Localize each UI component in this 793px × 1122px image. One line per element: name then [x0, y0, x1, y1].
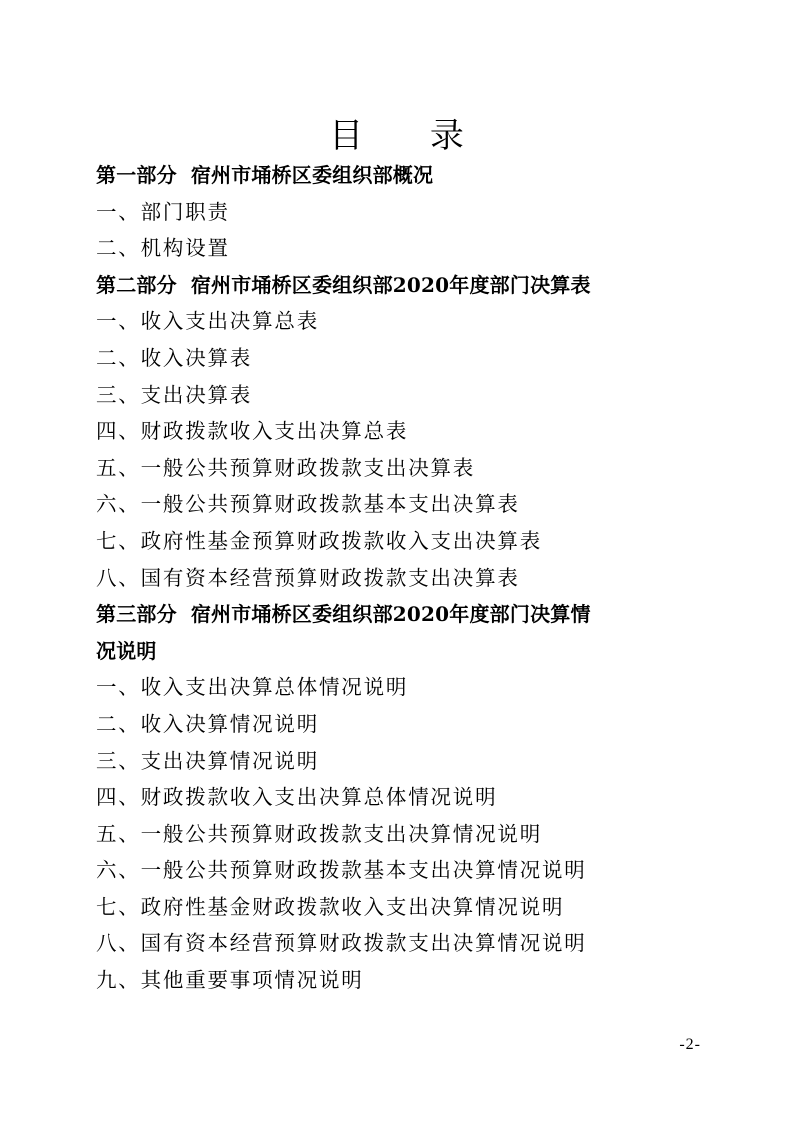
toc-part-1-heading [96, 157, 706, 194]
toc-item: 三、支出决算情况说明 [96, 748, 319, 773]
toc-item: 二、收入决算情况说明 [96, 711, 319, 736]
part-label: 第三部分 [96, 602, 177, 627]
toc-item: 四、财政拨款收入支出决算总表 [96, 419, 409, 444]
toc-item: 三、支出决算表 [96, 382, 253, 407]
part-label: 第一部分 [96, 163, 177, 187]
part-title: 宿州市埇桥区委组织部2020年度部门决算情 [190, 602, 591, 627]
toc-item: 五、一般公共预算财政拨款支出决算情况说明 [96, 821, 542, 846]
toc-part-2-heading [96, 267, 706, 304]
toc-item: 六、一般公共预算财政拨款基本支出决算表 [96, 492, 520, 517]
toc-item: 四、财政拨款收入支出决算总体情况说明 [96, 785, 498, 810]
page-number: -2- [679, 1036, 701, 1053]
toc-item: 五、一般公共预算财政拨款支出决算表 [96, 455, 476, 480]
toc-item: 八、国有资本经营预算财政拨款支出决算情况说明 [96, 931, 587, 956]
toc-item: 一、收入支出决算总表 [96, 309, 319, 334]
toc-part-3-heading-continued: 况说明 [96, 638, 157, 663]
toc-item: 一、部门职责 [96, 199, 230, 224]
toc-item: 二、收入决算表 [96, 345, 253, 370]
part-title: 宿州市埇桥区委组织部概况 [190, 163, 434, 187]
part-title: 宿州市埇桥区委组织部2020年度部门决算表 [190, 272, 591, 297]
toc-item: 一、收入支出决算总体情况说明 [96, 675, 409, 700]
toc-item: 八、国有资本经营预算财政拨款支出决算表 [96, 565, 520, 590]
part-label: 第二部分 [96, 272, 177, 297]
toc-item: 六、一般公共预算财政拨款基本支出决算情况说明 [96, 858, 587, 883]
toc-item: 九、其他重要事项情况说明 [96, 968, 364, 993]
page-title: 目 录 [329, 116, 492, 156]
toc-item: 七、政府性基金预算财政拨款收入支出决算表 [96, 528, 542, 553]
toc-item: 二、机构设置 [96, 236, 230, 261]
toc-item: 七、政府性基金财政拨款收入支出决算情况说明 [96, 894, 565, 919]
table-of-contents [96, 157, 706, 999]
toc-part-3-heading [96, 596, 706, 633]
